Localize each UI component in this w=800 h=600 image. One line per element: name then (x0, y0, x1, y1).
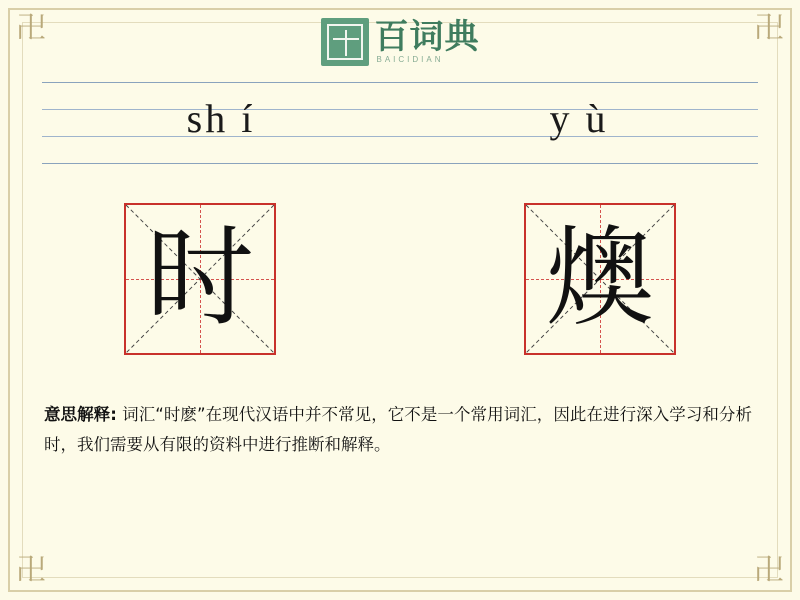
corner-ornament-icon: 卍 (754, 553, 784, 588)
staff-line (42, 82, 758, 83)
character-glyph: 时 (145, 216, 254, 341)
logo-text (375, 19, 480, 65)
tianzige-grid-icon (124, 203, 276, 355)
character-cell (400, 198, 800, 360)
explanation-text: 词汇“时麽”在现代汉语中并不常见，它不是一个常用词汇，因此在进行深入学习和分析时，我们需要从有限的资料中进行推断和解释。 (44, 405, 752, 454)
corner-ornament-icon: 卍 (16, 11, 46, 46)
pinyin-staff (42, 82, 758, 164)
pinyin-text: y ù (549, 95, 609, 141)
site-logo (0, 11, 800, 70)
tianzige-grid-icon (524, 203, 676, 355)
explanation-block (44, 400, 752, 460)
corner-ornament-icon: 卍 (16, 553, 46, 588)
logo-title: 百词典 (374, 17, 480, 57)
pinyin-row (42, 86, 758, 164)
character-cell (0, 198, 400, 360)
seal-square-icon (321, 18, 369, 66)
logo-subtitle: BAICIDIAN (376, 55, 444, 64)
corner-ornament-icon: 卍 (754, 11, 784, 46)
character-row (0, 198, 800, 360)
explanation-label: 意思解释: (44, 405, 117, 424)
character-glyph: 燠 (545, 216, 654, 341)
pinyin-text: sh í (186, 95, 256, 141)
